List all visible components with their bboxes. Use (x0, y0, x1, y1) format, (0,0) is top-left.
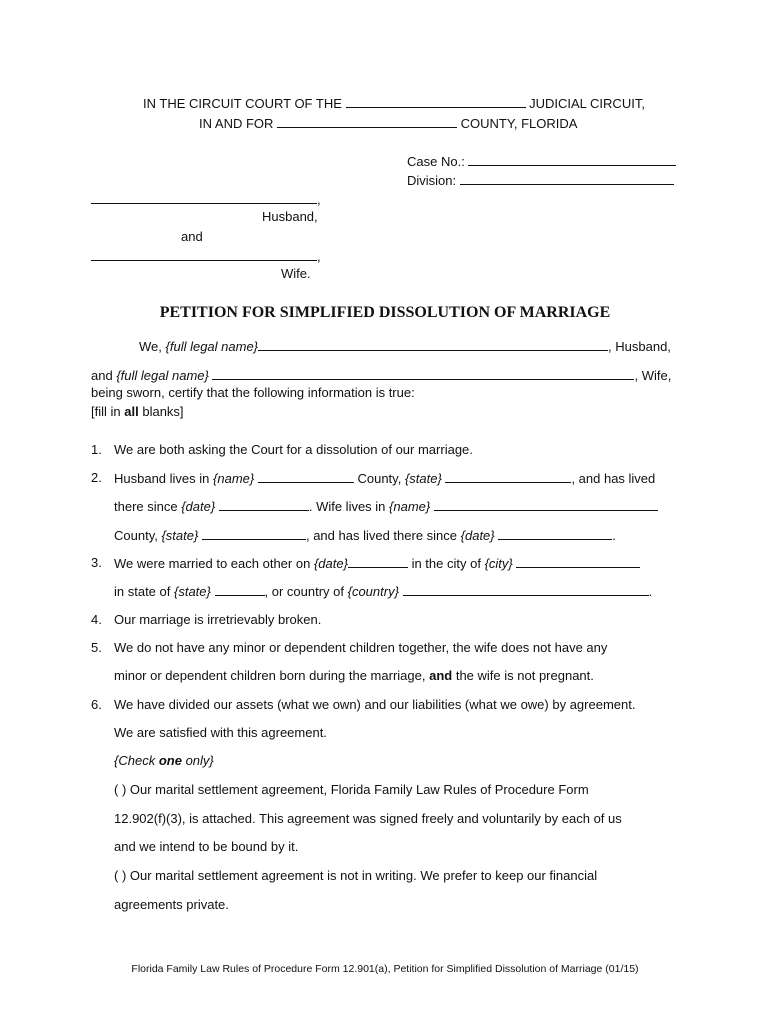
option-written-agreement-line-2: 12.902(f)(3), is attached. This agreement was signed freely and voluntarily by each of us (114, 811, 622, 826)
item-3-line-1: We were married to each other on {date} in the city of {city} (114, 555, 640, 572)
item-number: 4. (91, 612, 102, 627)
marriage-city-blank[interactable] (516, 555, 640, 568)
intro-husband-line: We, {full legal name} , Husband, (139, 339, 671, 354)
item-number: 3. (91, 555, 102, 570)
division-line: Division: (407, 172, 674, 189)
page-title: PETITION FOR SIMPLIFIED DISSOLUTION OF MARRIAGE (159, 304, 611, 321)
husband-state-blank[interactable] (445, 470, 571, 483)
item-1-text: We are both asking the Court for a dissolution of our marriage. (114, 442, 473, 457)
case-no-line: Case No.: (407, 153, 676, 170)
option-unwritten-agreement-line-2: agreements private. (114, 897, 229, 912)
item-number: 1. (91, 442, 102, 457)
wife-county-blank[interactable] (434, 498, 658, 511)
husband-name-blank[interactable] (91, 191, 317, 204)
item-5-line-1: We do not have any minor or dependent children together, the wife does not have any (114, 640, 608, 655)
husband-name-line: , (91, 191, 321, 208)
division-blank[interactable] (460, 172, 674, 185)
option-written-agreement-line-3: and we intend to be bound by it. (114, 839, 299, 854)
husband-label: Husband, (262, 209, 318, 224)
marriage-date-blank[interactable] (348, 555, 408, 568)
check-one-instruction: {Check one only} (114, 753, 214, 768)
court-circuit-line: IN THE CIRCUIT COURT OF THE JUDICIAL CIRCUIT, (143, 96, 645, 111)
marriage-state-blank[interactable] (215, 583, 265, 596)
county-blank[interactable] (277, 115, 457, 128)
item-number: 5. (91, 640, 102, 655)
wife-name-line: , (91, 248, 321, 265)
item-number: 6. (91, 697, 102, 712)
husband-since-date-blank[interactable] (219, 498, 309, 511)
wife-full-name-blank[interactable] (212, 367, 634, 380)
wife-label: Wife. (281, 266, 311, 281)
option-written-agreement[interactable]: ( ) Our marital settlement agreement, Florida Family Law Rules of Procedure Form (114, 782, 589, 797)
item-number: 2. (91, 470, 102, 485)
and-label: and (181, 229, 203, 244)
page-footer: Florida Family Law Rules of Procedure Form 12.901(a), Petition for Simplified Dissolution of Marriage (01/15) (131, 963, 639, 975)
option-unwritten-agreement[interactable]: ( ) Our marital settlement agreement is not in writing. We prefer to keep our financial (114, 868, 598, 883)
fill-instruction: [fill in all blanks] (91, 404, 184, 419)
case-no-blank[interactable] (468, 153, 676, 166)
item-2-line-3: County, {state} , and has lived there since {date} . (114, 528, 616, 543)
marriage-country-blank[interactable] (403, 583, 649, 596)
item-2-line-1: Husband lives in {name} County, {state} , and has lived (114, 471, 656, 486)
item-6-line-1: We have divided our assets (what we own) and our liabilities (what we owe) by agreement. (114, 697, 636, 712)
item-3-line-2: in state of {state} , or country of {country} . (114, 584, 653, 599)
sworn-text: being sworn, certify that the following information is true: (91, 385, 415, 400)
husband-full-name-blank[interactable] (258, 338, 608, 351)
intro-wife-line: and {full legal name} , Wife, (91, 368, 672, 383)
item-4-text: Our marriage is irretrievably broken. (114, 612, 322, 627)
item-5-line-2: minor or dependent children born during the marriage, and the wife is not pregnant. (114, 668, 594, 683)
county-line: IN AND FOR COUNTY, FLORIDA (199, 116, 578, 131)
item-6-line-2: We are satisfied with this agreement. (114, 725, 327, 740)
wife-name-blank[interactable] (91, 248, 317, 261)
wife-since-date-blank[interactable] (498, 527, 612, 540)
husband-county-blank[interactable] (258, 470, 354, 483)
circuit-blank[interactable] (346, 95, 526, 108)
wife-state-blank[interactable] (202, 527, 306, 540)
item-2-line-2: there since {date} . Wife lives in {name} (114, 498, 658, 515)
